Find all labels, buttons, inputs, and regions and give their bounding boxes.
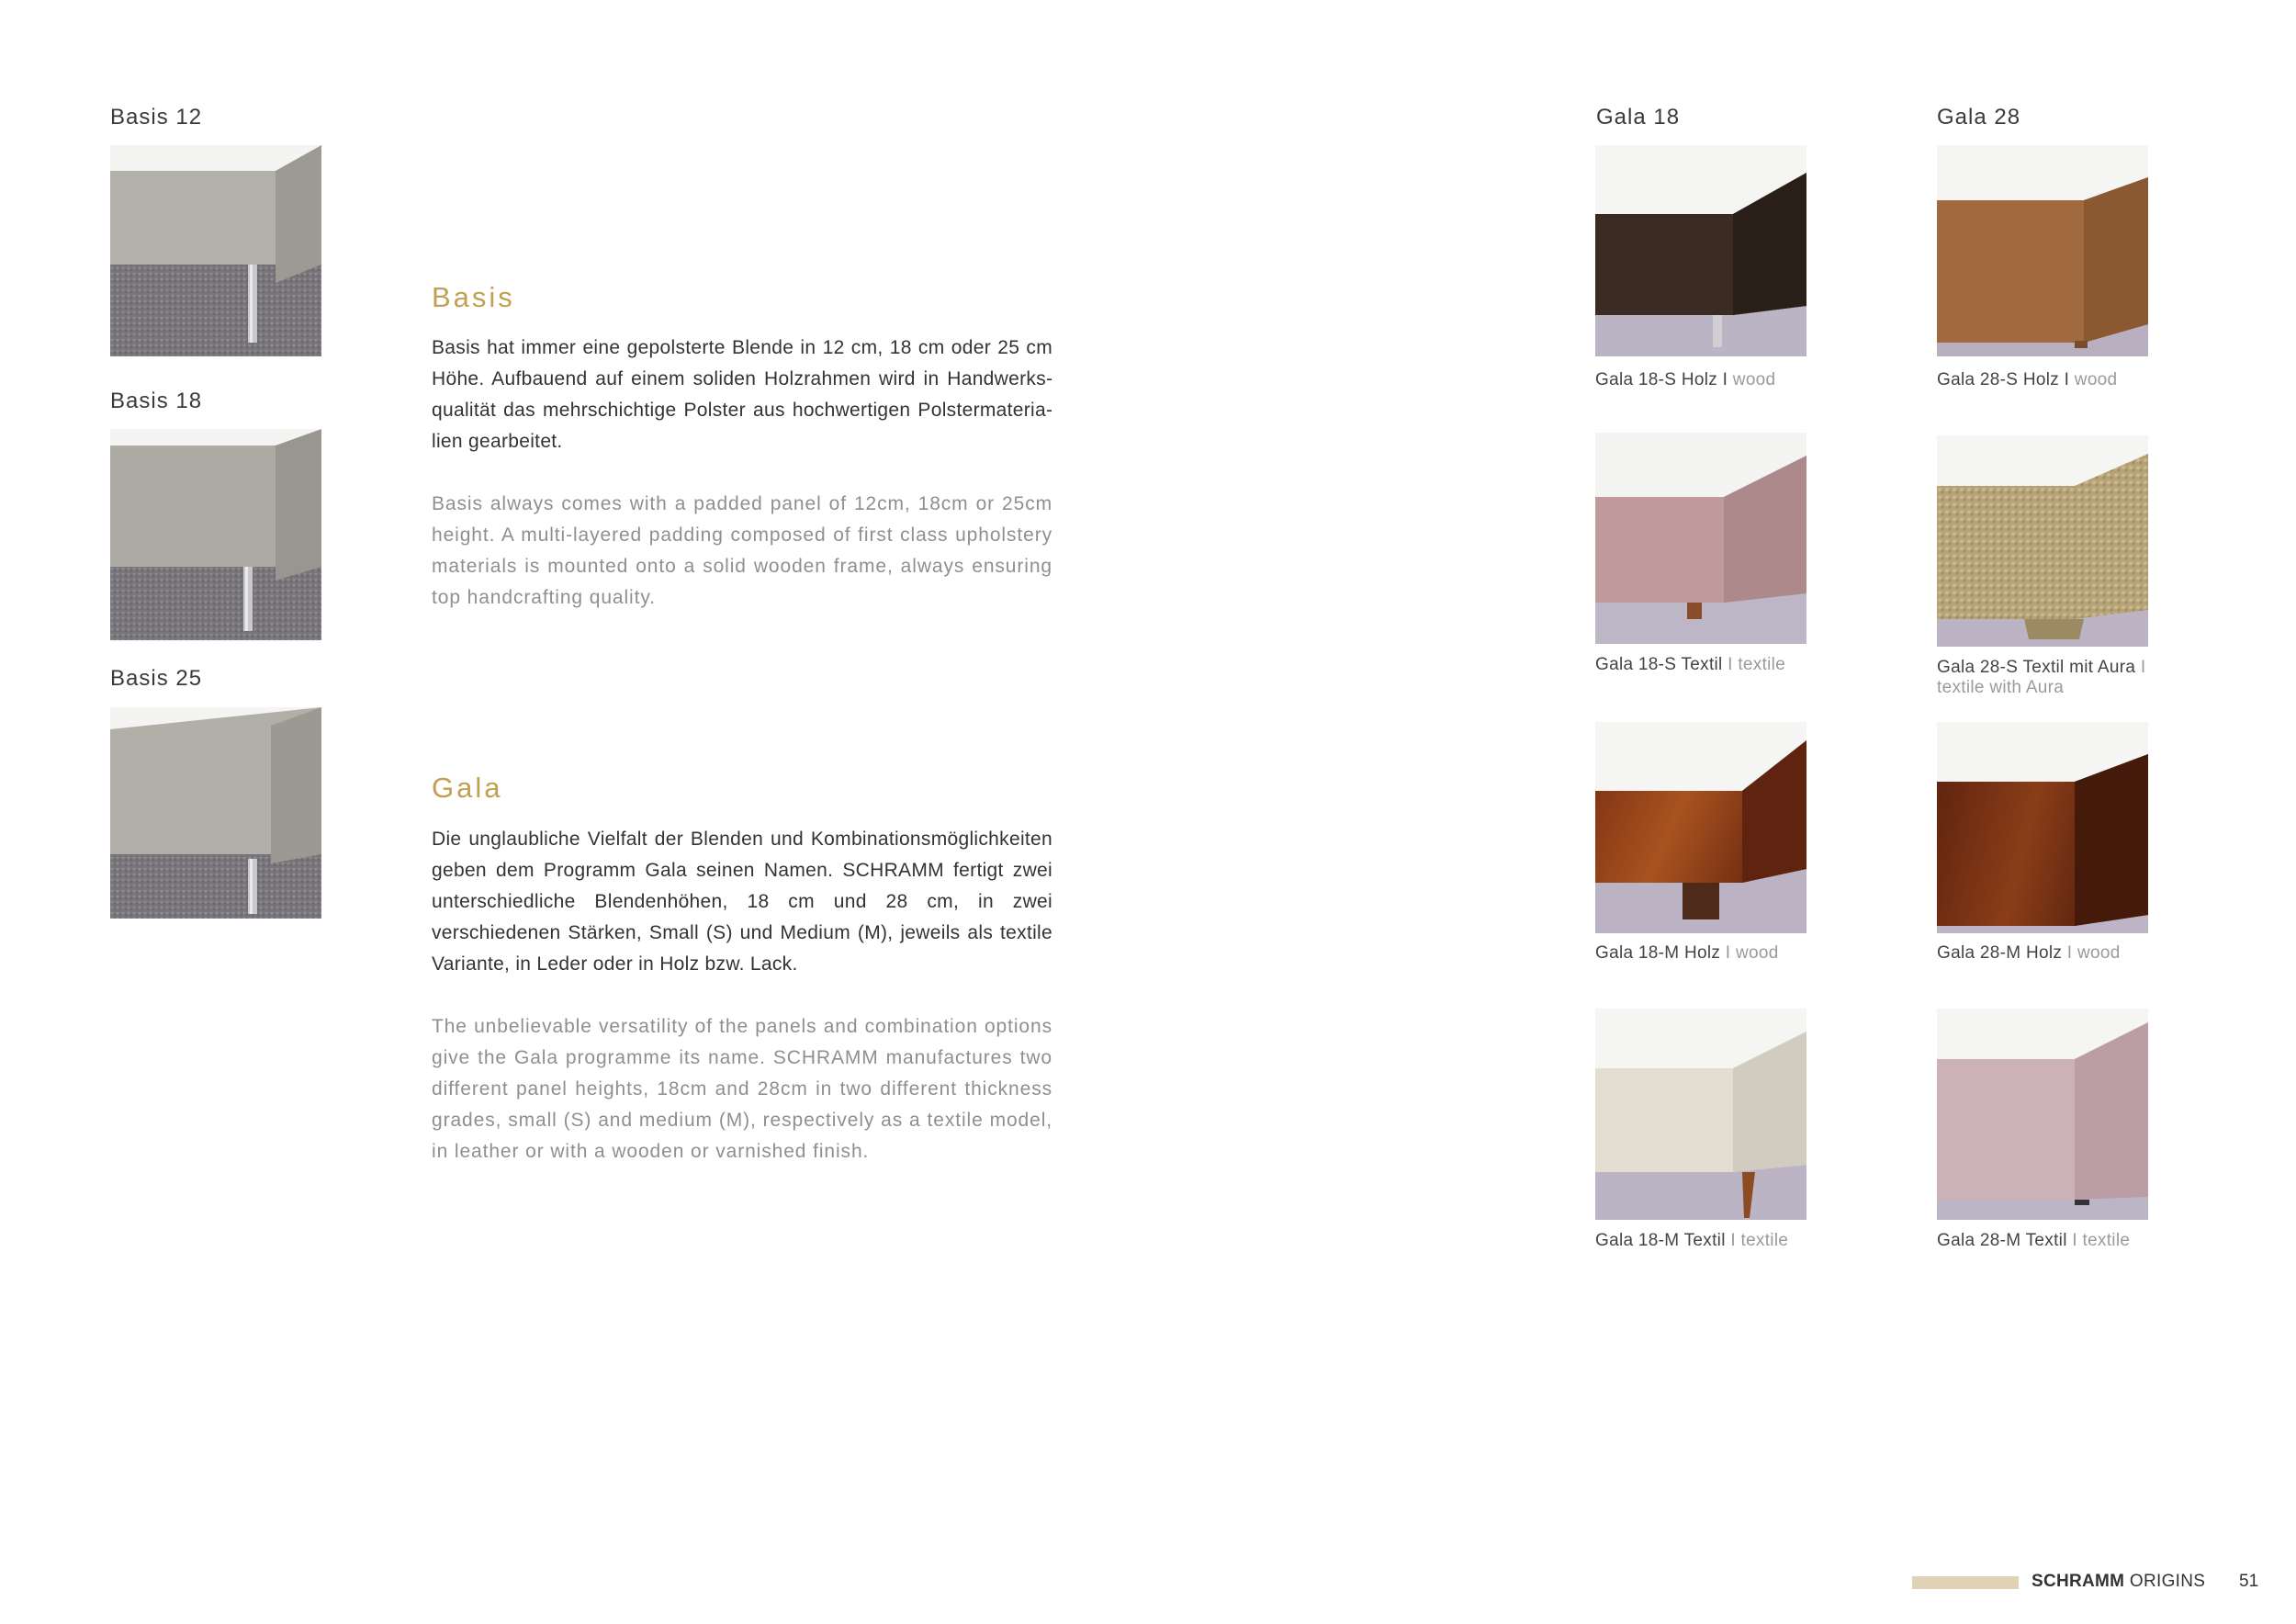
gala-28-title: Gala 28: [1937, 105, 2021, 130]
gala-text-de: Die unglaubliche Vielfalt der Blenden und Kombinationsmöglichkeiten geben dem Programm Gala seinen Namen. SCHRAMM fertigt zwei unterschiedliche Blendenhöhen, 18 cm und 28 cm, in zwei verschiedenen Stärken, Small (S) und Medium (M), jeweils als textile Variante, in Leder oder in Holz bzw. Lack.: [432, 829, 1052, 975]
gala-28-m-textil-caption: Gala 28-M Textil I textile: [1937, 1231, 2131, 1250]
footer-brand: SCHRAMM ORIGINS: [2032, 1572, 2206, 1591]
gala-18-m-holz-caption: Gala 18-M Holz I wood: [1595, 943, 1779, 963]
basis-heading: Basis: [432, 281, 515, 313]
basis-25-label: Basis 25: [110, 666, 203, 691]
gala-28-s-textil-aura-photo: [1937, 435, 2148, 647]
basis-12-photo: [110, 145, 321, 356]
page-number: 51: [2239, 1572, 2259, 1591]
gala-18-s-holz-photo: [1595, 145, 1806, 356]
gala-28-s-holz-caption: Gala 28-S Holz I wood: [1937, 370, 2118, 389]
gala-18-s-textil-caption: Gala 18-S Textil I textile: [1595, 655, 1786, 674]
gala-18-s-textil-photo: [1595, 433, 1806, 644]
gala-28-m-holz-caption: Gala 28-M Holz I wood: [1937, 943, 2121, 963]
gala-28-s-holz-photo: [1937, 145, 2148, 356]
gala-18-m-holz-photo: [1595, 722, 1806, 933]
gala-28-m-holz-photo: [1937, 722, 2148, 933]
basis-18-photo: [110, 429, 321, 640]
gala-28-s-textil-aura-caption: Gala 28-S Textil mit Aura I textile with Aura: [1937, 658, 2146, 697]
gala-18-title: Gala 18: [1596, 105, 1681, 130]
gala-text-en: The unbelievable versatility of the panels and combination options give the Gala programme its name. SCHRAMM manufactures two different panel heights, 18cm and 28cm in two different thickness grades, small (S) and medium (M), respectively as a textile model, in leather or with a wooden or varnished finish.: [432, 1016, 1052, 1162]
gala-18-m-textil-caption: Gala 18-M Textil I textile: [1595, 1231, 1789, 1250]
basis-18-label: Basis 18: [110, 389, 203, 413]
gala-18-s-holz-caption: Gala 18-S Holz I wood: [1595, 370, 1776, 389]
basis-25-photo: [110, 707, 321, 919]
gala-heading: Gala: [432, 772, 503, 804]
gala-28-m-textil-photo: [1937, 1009, 2148, 1220]
footer-accent-bar: [1912, 1576, 2019, 1589]
basis-text-de: Basis hat immer eine gepolsterte Blende in 12 cm, 18 cm oder 25 cm Höhe. Aufbauend auf einem soliden Holzrahmen wird in Handwerksqualität das mehrschichtige Polster aus hochwertigen Polstermaterialien gearbeitet.: [432, 337, 1052, 452]
basis-12-label: Basis 12: [110, 105, 203, 130]
basis-text-en: Basis always comes with a padded panel of 12cm, 18cm or 25cm height. A multi-layered padding composed of first class upholstery materials is mounted onto a solid wooden frame, always ensuring top handcrafting quality.: [432, 493, 1052, 608]
gala-18-m-textil-photo: [1595, 1009, 1806, 1220]
